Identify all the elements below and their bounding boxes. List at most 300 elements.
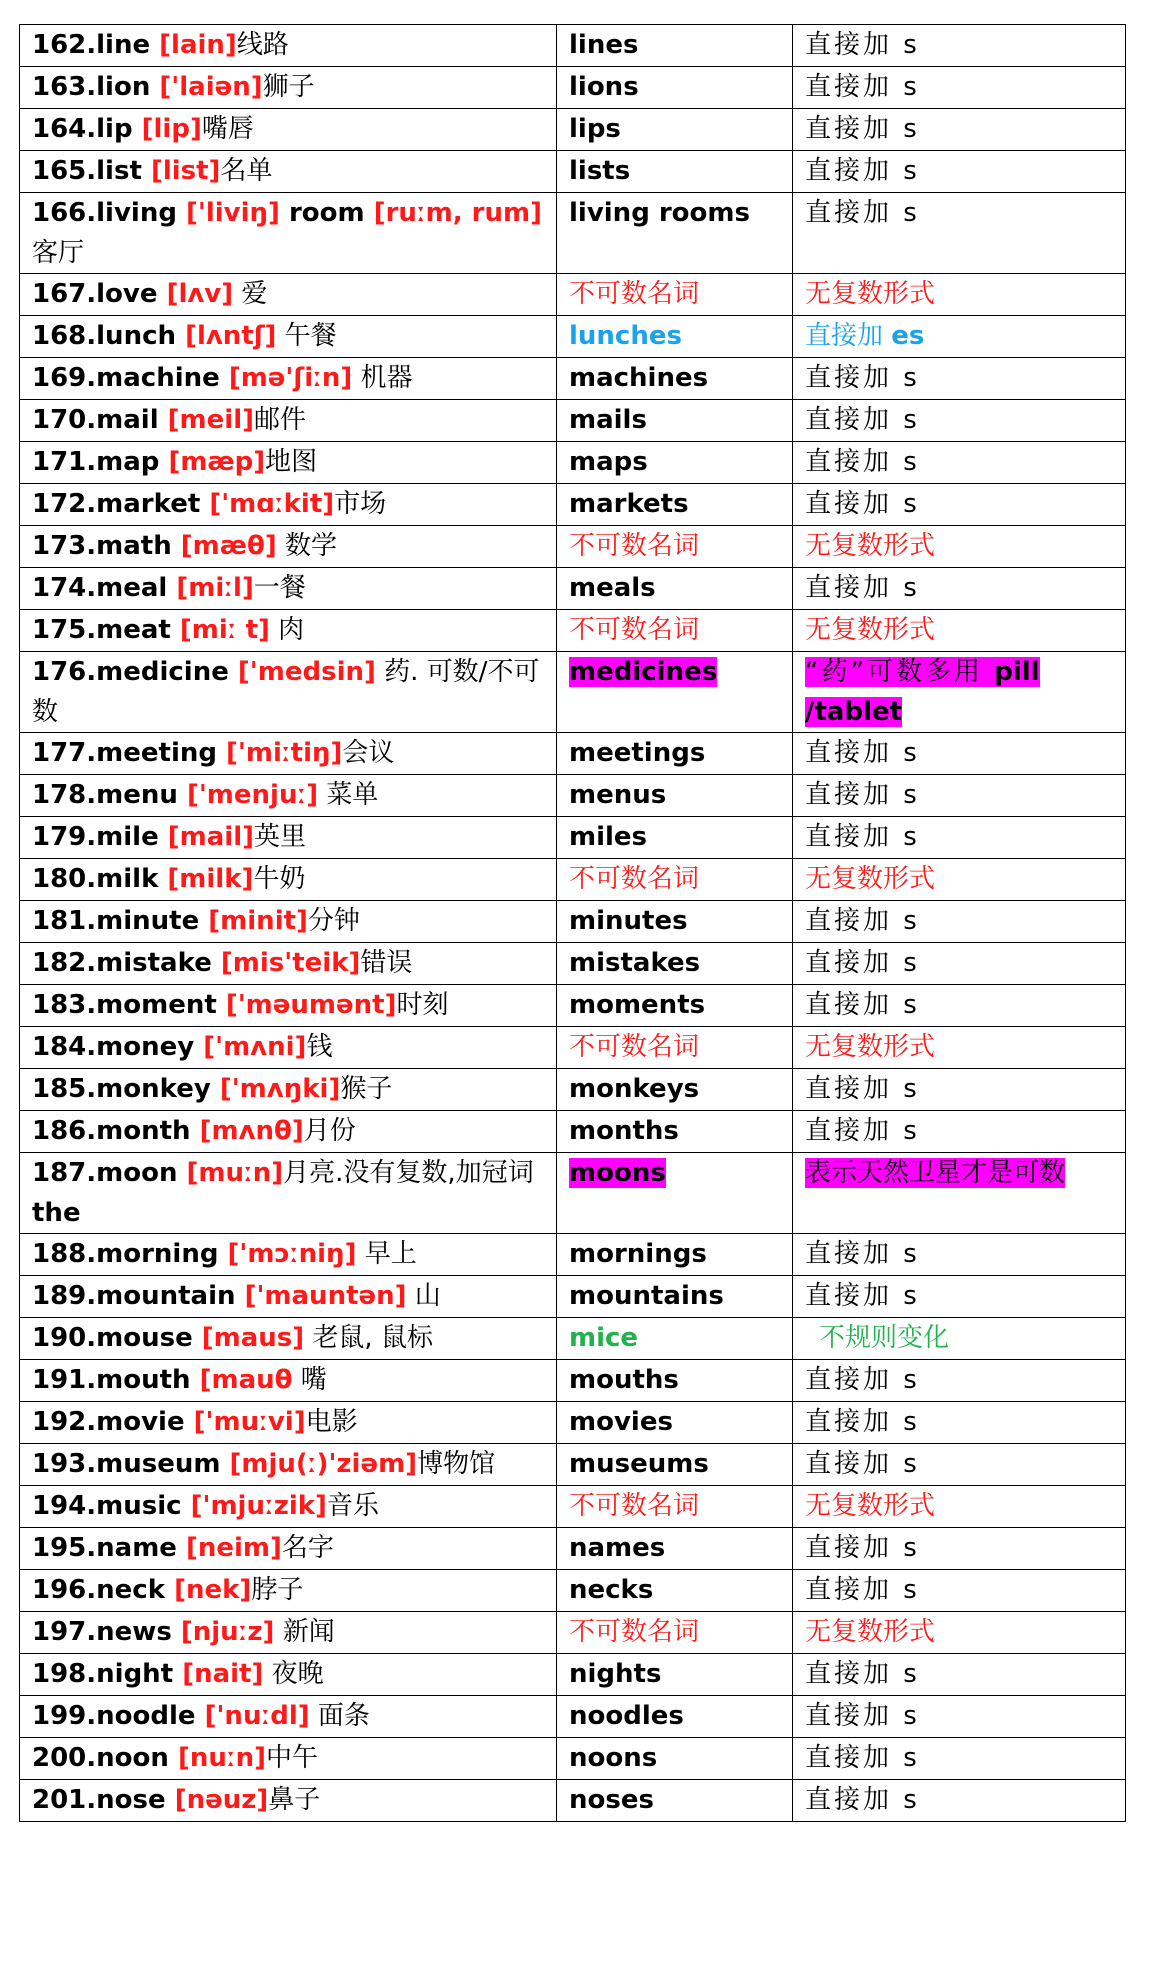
phonetic: ['laiən] <box>159 72 263 102</box>
rule: 直接加 s <box>805 1074 920 1104</box>
meaning: 嘴 <box>292 1365 327 1395</box>
word-cell <box>20 25 557 67</box>
rule-cell <box>793 67 1126 109</box>
meaning: 药. 可数/不可数 <box>32 657 540 727</box>
table-row <box>20 316 1126 358</box>
word: 201.nose <box>32 1785 175 1815</box>
plural: mice <box>569 1323 639 1353</box>
meaning: 月亮.没有复数,加冠词 <box>283 1158 534 1188</box>
plural-cell <box>557 817 793 859</box>
rule-cell <box>793 1738 1126 1780</box>
rule-cell <box>793 1276 1126 1318</box>
word-cell <box>20 1444 557 1486</box>
word-cell <box>20 733 557 775</box>
rule-cell <box>793 1402 1126 1444</box>
table-row <box>20 1528 1126 1570</box>
rule-cell <box>793 1570 1126 1612</box>
word: 168.lunch <box>32 321 186 351</box>
plural-cell <box>557 1780 793 1822</box>
plural-cell <box>557 1654 793 1696</box>
plural: names <box>569 1533 666 1563</box>
rule: 无复数形式 <box>805 531 936 561</box>
word: 175.meat <box>32 615 180 645</box>
word-cell <box>20 1780 557 1822</box>
rule: 直接加 s <box>805 573 920 603</box>
word-cell <box>20 67 557 109</box>
phonetic-part: [ruːm, rum] <box>373 198 542 228</box>
plural-cell <box>557 1276 793 1318</box>
plural: noses <box>569 1785 654 1815</box>
meaning: 菜单 <box>318 780 379 810</box>
table-row <box>20 1318 1126 1360</box>
meaning: 爱 <box>233 279 268 309</box>
rule: “药”可数多用 <box>805 657 995 687</box>
plural-cell <box>557 1444 793 1486</box>
phonetic: [mis'teik] <box>220 948 361 978</box>
table-row <box>20 1780 1126 1822</box>
word: 188.morning <box>32 1239 228 1269</box>
plural: lunches <box>569 321 682 351</box>
rule: 直接加 s <box>805 1116 920 1146</box>
rule-cell <box>793 1318 1126 1360</box>
table-row <box>20 526 1126 568</box>
word-cell <box>20 985 557 1027</box>
rule-cell <box>793 193 1126 274</box>
plural: nights <box>569 1659 662 1689</box>
phonetic: [miːl] <box>176 573 254 603</box>
rule-cell <box>793 25 1126 67</box>
word-cell <box>20 1111 557 1153</box>
rule: 直接加 s <box>805 822 920 852</box>
word: 189.mountain <box>32 1281 245 1311</box>
plural-cell <box>557 109 793 151</box>
meaning: 鼻子 <box>268 1785 321 1815</box>
rule: 无复数形式 <box>805 864 936 894</box>
table-row <box>20 985 1126 1027</box>
rule: 直接加 s <box>805 1533 920 1563</box>
rule-cell <box>793 109 1126 151</box>
word: 178.menu <box>32 780 187 810</box>
phonetic: ['miːtiŋ] <box>226 738 343 768</box>
plural-cell <box>557 484 793 526</box>
plural-cell <box>557 442 793 484</box>
word-cell <box>20 526 557 568</box>
word: 192.movie <box>32 1407 194 1437</box>
word-cell <box>20 943 557 985</box>
rule: 直接加 s <box>805 1365 920 1395</box>
plural-cell <box>557 316 793 358</box>
phonetic: ['menjuː] <box>186 780 319 810</box>
meaning: 名字 <box>281 1533 334 1563</box>
word-cell <box>20 151 557 193</box>
phonetic: [lʌntʃ] <box>185 321 277 351</box>
rule-cell <box>793 652 1126 733</box>
phonetic: ['muːvi] <box>193 1407 306 1437</box>
word: 182.mistake <box>32 948 221 978</box>
table-row <box>20 1153 1126 1234</box>
plural: lions <box>569 72 639 102</box>
rule-cell <box>793 1612 1126 1654</box>
plural: monkeys <box>569 1074 700 1104</box>
table-row <box>20 1069 1126 1111</box>
word: 194.music <box>32 1491 191 1521</box>
table-row <box>20 358 1126 400</box>
table-row <box>20 193 1126 274</box>
meaning: 名单 <box>220 156 273 186</box>
rule: 直接加 s <box>805 990 920 1020</box>
rule: 直接加 s <box>805 30 920 60</box>
meaning: 中午 <box>266 1743 319 1773</box>
table-row <box>20 1111 1126 1153</box>
meaning: 机器 <box>352 363 413 393</box>
word: 167.love <box>32 279 167 309</box>
meaning: 猴子 <box>340 1074 393 1104</box>
rule: 直接加 s <box>805 198 920 228</box>
plural: living rooms <box>569 198 750 228</box>
word-cell <box>20 652 557 733</box>
phonetic: [nuːn] <box>177 1743 267 1773</box>
plural: mails <box>569 405 647 435</box>
phonetic: ['mauntən] <box>244 1281 407 1311</box>
word-cell <box>20 1528 557 1570</box>
rule-cell <box>793 775 1126 817</box>
rule-cell <box>793 1780 1126 1822</box>
word-cell <box>20 901 557 943</box>
plural: miles <box>569 822 648 852</box>
word: 172.market <box>32 489 210 519</box>
plural: moments <box>569 990 706 1020</box>
rule-cell <box>793 985 1126 1027</box>
plural-cell <box>557 1318 793 1360</box>
table-row <box>20 1570 1126 1612</box>
rule: 不规则变化 <box>819 1323 950 1353</box>
word-cell <box>20 1570 557 1612</box>
phonetic: [miː t] <box>179 615 270 645</box>
plural-cell <box>557 1570 793 1612</box>
plural: markets <box>569 489 689 519</box>
meaning: 数学 <box>276 531 338 561</box>
plural-cell <box>557 652 793 733</box>
plural: machines <box>569 363 709 393</box>
meaning: 早上 <box>356 1239 417 1269</box>
phonetic: [nek] <box>174 1575 252 1605</box>
rule: 直接加 <box>805 321 892 351</box>
phonetic: ['mʌŋki] <box>219 1074 341 1104</box>
meaning: 山 <box>406 1281 441 1311</box>
word: 166.living <box>32 198 187 228</box>
rule: 直接加 s <box>805 906 920 936</box>
plural-cell <box>557 1153 793 1234</box>
word-cell <box>20 610 557 652</box>
rule-cell <box>793 1234 1126 1276</box>
rule-cell <box>793 817 1126 859</box>
word: 183.moment <box>32 990 226 1020</box>
table-row <box>20 1360 1126 1402</box>
rule: 表示天然卫星才是可数 <box>805 1158 1066 1188</box>
rule: 直接加 s <box>805 363 920 393</box>
plural: months <box>569 1116 679 1146</box>
plural-cell <box>557 775 793 817</box>
table-row <box>20 775 1126 817</box>
word-cell <box>20 400 557 442</box>
word-part: the <box>32 1198 81 1228</box>
plural: 不可数名词 <box>569 615 700 645</box>
rule-cell <box>793 1027 1126 1069</box>
rule-cell <box>793 943 1126 985</box>
plural: movies <box>569 1407 673 1437</box>
word-cell <box>20 1402 557 1444</box>
phonetic: ['mʌni] <box>203 1032 307 1062</box>
meaning: 牛奶 <box>253 864 306 894</box>
table-row <box>20 151 1126 193</box>
rule: 直接加 s <box>805 1281 920 1311</box>
plural: museums <box>569 1449 709 1479</box>
plural-cell <box>557 67 793 109</box>
rule-cell <box>793 526 1126 568</box>
rule: 直接加 s <box>805 780 920 810</box>
word-cell <box>20 1360 557 1402</box>
word: 177.meeting <box>32 738 227 768</box>
meaning: 嘴唇 <box>201 114 254 144</box>
plural: menus <box>569 780 667 810</box>
vocabulary-table <box>19 24 1126 1822</box>
table-row <box>20 1402 1126 1444</box>
word: 199.noodle <box>32 1701 205 1731</box>
plural: necks <box>569 1575 654 1605</box>
rule-cell <box>793 1486 1126 1528</box>
plural-cell <box>557 274 793 316</box>
phonetic: [mail] <box>167 822 254 852</box>
rule-cell <box>793 1654 1126 1696</box>
rule: 直接加 s <box>805 489 920 519</box>
rule: 直接加 s <box>805 1407 920 1437</box>
rule: 无复数形式 <box>805 1491 936 1521</box>
phonetic: [mauθ <box>199 1365 293 1395</box>
word: 173.math <box>32 531 181 561</box>
phonetic: [lʌv] <box>166 279 234 309</box>
word: 185.monkey <box>32 1074 220 1104</box>
plural-cell <box>557 151 793 193</box>
plural-cell <box>557 733 793 775</box>
rule: 直接加 s <box>805 405 920 435</box>
table-row <box>20 274 1126 316</box>
word: 193.museum <box>32 1449 230 1479</box>
word: 184.money <box>32 1032 204 1062</box>
word-cell <box>20 1069 557 1111</box>
rule-cell <box>793 400 1126 442</box>
word-cell <box>20 316 557 358</box>
rule-cell <box>793 901 1126 943</box>
phonetic: [muːn] <box>186 1158 284 1188</box>
phonetic: [lip] <box>141 114 202 144</box>
word-part: room <box>279 198 374 228</box>
plural-cell <box>557 1234 793 1276</box>
meaning: 夜晚 <box>263 1659 324 1689</box>
phonetic: [maus] <box>201 1323 305 1353</box>
plural-cell <box>557 568 793 610</box>
phonetic: ['mjuːzik] <box>190 1491 327 1521</box>
word: 174.meal <box>32 573 177 603</box>
meaning: 市场 <box>334 489 387 519</box>
rule: 直接加 s <box>805 1743 920 1773</box>
plural: 不可数名词 <box>569 1491 700 1521</box>
table-row <box>20 901 1126 943</box>
word-cell <box>20 1738 557 1780</box>
plural-cell <box>557 859 793 901</box>
plural: 不可数名词 <box>569 864 700 894</box>
rule: 直接加 s <box>805 1239 920 1269</box>
plural: noons <box>569 1743 658 1773</box>
plural: mountains <box>569 1281 724 1311</box>
word: 190.mouse <box>32 1323 202 1353</box>
rule-cell <box>793 442 1126 484</box>
plural: minutes <box>569 906 688 936</box>
phonetic: ['medsin] <box>237 657 376 687</box>
plural-cell <box>557 1528 793 1570</box>
plural-cell <box>557 25 793 67</box>
plural-cell <box>557 358 793 400</box>
phonetic: [mju(ː)'ziəm] <box>229 1449 418 1479</box>
table-row <box>20 1738 1126 1780</box>
word-cell <box>20 1654 557 1696</box>
meaning: 月份 <box>303 1116 356 1146</box>
phonetic: [mʌnθ] <box>199 1116 304 1146</box>
word-cell <box>20 1153 557 1234</box>
table-row <box>20 943 1126 985</box>
word: 163.lion <box>32 72 160 102</box>
table-row <box>20 610 1126 652</box>
phonetic: [list] <box>150 156 221 186</box>
meaning: 脖子 <box>251 1575 304 1605</box>
rule: 直接加 s <box>805 948 920 978</box>
word: 179.mile <box>32 822 168 852</box>
rule-cell <box>793 1360 1126 1402</box>
meaning: 时刻 <box>396 990 449 1020</box>
meaning: 午餐 <box>276 321 337 351</box>
plural-cell <box>557 1360 793 1402</box>
word-cell <box>20 274 557 316</box>
plural-cell <box>557 1111 793 1153</box>
word: 198.night <box>32 1659 183 1689</box>
plural-cell <box>557 1069 793 1111</box>
plural: lists <box>569 156 631 186</box>
word-cell <box>20 775 557 817</box>
table-row <box>20 109 1126 151</box>
table-row <box>20 1696 1126 1738</box>
plural-cell <box>557 985 793 1027</box>
plural: lips <box>569 114 621 144</box>
word-cell <box>20 1318 557 1360</box>
plural: mistakes <box>569 948 701 978</box>
phonetic: ['nuːdl] <box>204 1701 310 1731</box>
rule: 直接加 s <box>805 1785 920 1815</box>
plural-cell <box>557 1402 793 1444</box>
plural-cell <box>557 1612 793 1654</box>
rule: 直接加 s <box>805 1701 920 1731</box>
word: 165.list <box>32 156 151 186</box>
word-cell <box>20 859 557 901</box>
rule-cell <box>793 316 1126 358</box>
meaning: 钱 <box>306 1032 333 1062</box>
rule-cell <box>793 484 1126 526</box>
word-cell <box>20 1486 557 1528</box>
phonetic: ['mɔːniŋ] <box>227 1239 357 1269</box>
rule: 直接加 s <box>805 738 920 768</box>
word-cell <box>20 193 557 274</box>
meaning: 分钟 <box>307 906 360 936</box>
meaning: 新闻 <box>274 1617 335 1647</box>
rule-cell <box>793 1444 1126 1486</box>
meaning: 音乐 <box>326 1491 379 1521</box>
word: 191.mouth <box>32 1365 200 1395</box>
table-row <box>20 1486 1126 1528</box>
phonetic: [nəuz] <box>174 1785 269 1815</box>
plural: lines <box>569 30 639 60</box>
table-row <box>20 484 1126 526</box>
word: 176.medicine <box>32 657 238 687</box>
plural-cell <box>557 1696 793 1738</box>
phonetic: [minit] <box>208 906 308 936</box>
phonetic: [njuːz] <box>180 1617 275 1647</box>
table-row <box>20 1654 1126 1696</box>
word-cell <box>20 1027 557 1069</box>
phonetic: [nait] <box>182 1659 264 1689</box>
word-cell <box>20 1612 557 1654</box>
plural: medicines <box>569 657 718 687</box>
rule-cell <box>793 1528 1126 1570</box>
meaning: 面条 <box>309 1701 370 1731</box>
word-cell <box>20 817 557 859</box>
phonetic: ['məumənt] <box>225 990 397 1020</box>
word: 169.machine <box>32 363 229 393</box>
rule-cell <box>793 568 1126 610</box>
plural: mornings <box>569 1239 707 1269</box>
plural-cell <box>557 526 793 568</box>
meaning: 邮件 <box>254 405 307 435</box>
word: 171.map <box>32 447 169 477</box>
rule: 无复数形式 <box>805 1032 936 1062</box>
meaning: 会议 <box>342 738 395 768</box>
word-cell <box>20 442 557 484</box>
meaning: 地图 <box>265 447 318 477</box>
word: 162.line <box>32 30 160 60</box>
plural-cell <box>557 1738 793 1780</box>
word-cell <box>20 1696 557 1738</box>
plural: noodles <box>569 1701 684 1731</box>
word-cell <box>20 484 557 526</box>
table-row <box>20 1612 1126 1654</box>
rule: 直接加 s <box>805 1575 920 1605</box>
word: 186.month <box>32 1116 200 1146</box>
table-row <box>20 1027 1126 1069</box>
rule: 直接加 s <box>805 1659 920 1689</box>
rule-cell <box>793 1069 1126 1111</box>
plural: meetings <box>569 738 706 768</box>
word: 187.moon <box>32 1158 187 1188</box>
rule-cell <box>793 151 1126 193</box>
plural-cell <box>557 901 793 943</box>
table-row <box>20 859 1126 901</box>
rule-cell <box>793 274 1126 316</box>
rule: 直接加 s <box>805 114 920 144</box>
meaning: 线路 <box>236 30 289 60</box>
plural: 不可数名词 <box>569 1617 700 1647</box>
rule-suffix: pill /tablet <box>805 657 1040 727</box>
word-cell <box>20 568 557 610</box>
table-row <box>20 442 1126 484</box>
word-cell <box>20 1276 557 1318</box>
meaning: 肉 <box>269 615 305 645</box>
